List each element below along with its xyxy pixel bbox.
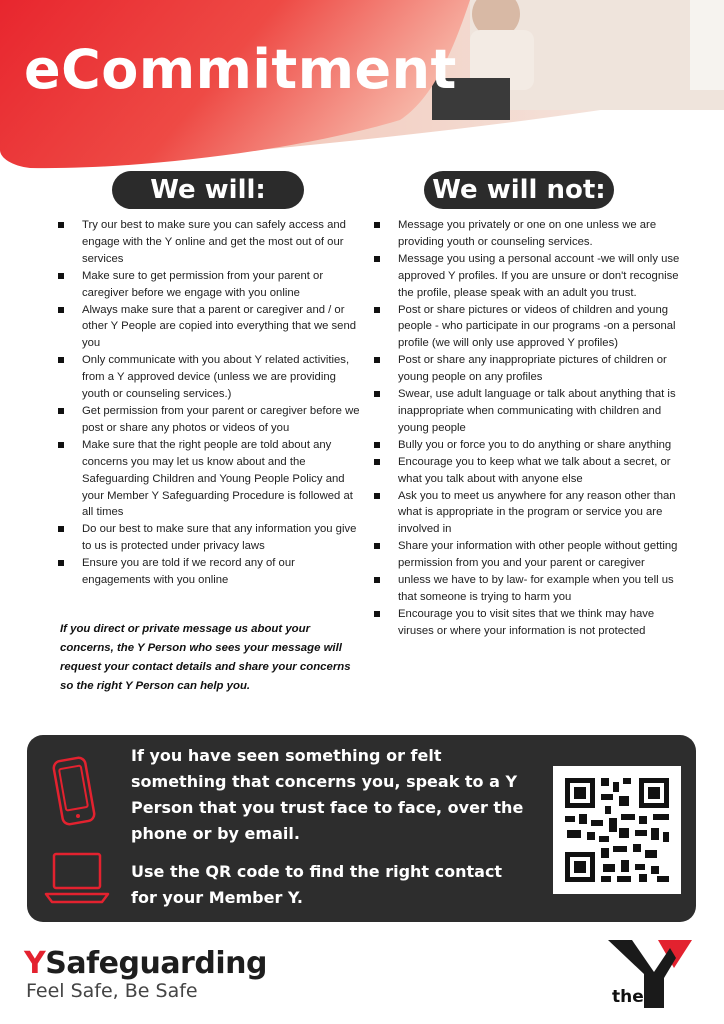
list-item: Share your information with other people without getting permission from you and your parent or caregiver xyxy=(370,538,682,572)
qr-code[interactable] xyxy=(553,766,681,894)
list-item: Ensure you are told if we record any of our engagements with you online xyxy=(54,555,360,589)
bullet-icon xyxy=(58,560,64,566)
the-y-logo-text: the xyxy=(612,987,644,1007)
list-item: Make sure to get permission from your parent or caregiver before we engage with you online xyxy=(54,268,360,302)
bullet-icon xyxy=(374,577,380,583)
list-item: Make sure that the right people are told about any concerns you may let us know about and the Safeguarding Children and Young People Policy and your Member Y Safeguarding Procedure is followed at all times xyxy=(54,437,360,522)
list-item: unless we have to by law- for example when you tell us that someone is trying to harm you xyxy=(370,572,682,606)
bullet-icon xyxy=(58,442,64,448)
phone-icon xyxy=(52,755,96,827)
list-item: Swear, use adult language or talk about anything that is inappropriate when communicating with children and young people xyxy=(370,386,682,437)
page-title: eCommitment xyxy=(24,38,457,101)
private-message-note: If you direct or private message us about your concerns, the Y Person who sees your message will request your contact details and share your concerns so the right Y Person can help you. xyxy=(60,623,351,692)
bullet-icon xyxy=(58,357,64,363)
list-item: Encourage you to visit sites that we think may have viruses or where your information is not protected xyxy=(370,606,682,640)
laptop-icon xyxy=(42,850,112,906)
list-item: Get permission from your parent or caregiver before we post or share any photos or videos of you xyxy=(54,403,360,437)
bullet-icon xyxy=(58,222,64,228)
qr-instruction: Use the QR code to find the right contact for your Member Y. xyxy=(131,862,503,907)
bullet-icon xyxy=(374,391,380,397)
qr-code-icon xyxy=(553,766,681,894)
bullet-icon xyxy=(58,273,64,279)
bullet-icon xyxy=(374,543,380,549)
bullet-icon xyxy=(374,307,380,313)
header-banner xyxy=(0,0,724,175)
we-will-heading: We will: xyxy=(112,171,304,209)
y-safeguarding-logo: YSafeguarding xyxy=(24,946,267,981)
list-item: Post or share pictures or videos of children and young people - who participate in our programs -on a personal profile (we will only use approved Y profiles) xyxy=(370,302,682,353)
list-item: Encourage you to keep what we talk about a secret, or what you talk about with anyone else xyxy=(370,454,682,488)
contact-instruction: If you have seen something or felt something that concerns you, speak to a Y Person that you trust face to face, over the phone or by email. xyxy=(131,746,524,843)
list-item: Message you using a personal account -we will only use approved Y profiles. If you are unsure or don't recognise the profile, please speak with an adult you trust. xyxy=(370,251,682,302)
list-item: Bully you or force you to do anything or share anything xyxy=(370,437,682,454)
bullet-icon xyxy=(58,408,64,414)
we-will-not-heading: We will not: xyxy=(424,171,614,209)
list-item: Always make sure that a parent or caregiver and / or other Y People are copied into everything that we send you xyxy=(54,302,360,353)
bullet-icon xyxy=(58,307,64,313)
we-will-list xyxy=(54,217,360,589)
bullet-icon xyxy=(374,459,380,465)
bullet-icon xyxy=(58,526,64,532)
bullet-icon xyxy=(374,493,380,499)
list-item: Post or share any inappropriate pictures of children or young people on any profiles xyxy=(370,352,682,386)
tagline: Feel Safe, Be Safe xyxy=(26,980,198,1002)
we-will-not-list xyxy=(370,217,682,640)
list-item: Try our best to make sure you can safely access and engage with the Y online and get the most out of our services xyxy=(54,217,360,268)
list-item: Do our best to make sure that any information you give to us is protected under privacy laws xyxy=(54,521,360,555)
bullet-icon xyxy=(374,442,380,448)
bullet-icon xyxy=(374,357,380,363)
bullet-icon xyxy=(374,256,380,262)
list-item: Message you privately or one on one unless we are providing youth or counseling services. xyxy=(370,217,682,251)
list-item: Only communicate with you about Y related activities, from a Y approved device (unless we are providing youth or counseling services.) xyxy=(54,352,360,403)
bullet-icon xyxy=(374,611,380,617)
bullet-icon xyxy=(374,222,380,228)
list-item: Ask you to meet us anywhere for any reason other than what is appropriate in the program or service you are involved in xyxy=(370,488,682,539)
